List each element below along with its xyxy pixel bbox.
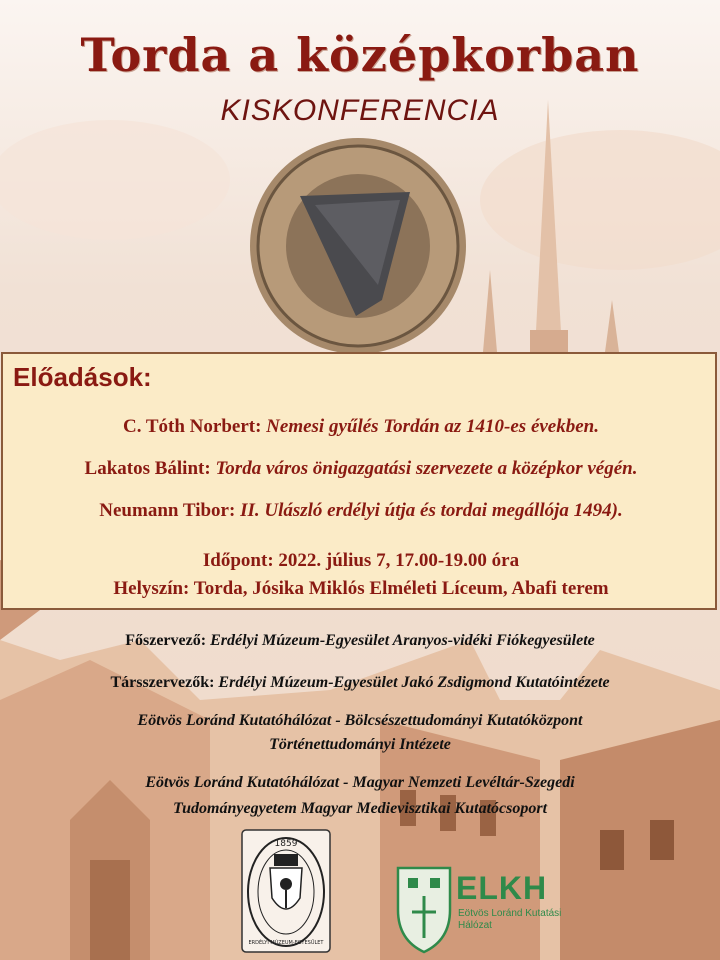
spire-right [605,300,619,352]
lecture-title: II. Ulászló erdélyi útja és tordai megállója 1494). [240,500,623,521]
lecture-title: Torda város önigazgatási szervezete a középkor végén. [215,458,638,479]
lecture-item [3,500,719,522]
co-organizers-label: Társszervezők: [110,674,215,691]
partner-2-line-1: Eötvös Loránd Kutatóhálózat - Magyar Nemzeti Levéltár-Szegedi [145,774,575,791]
eme-ring-text: ERDÉLYI MÚZEUM-EGYESÜLET [248,940,324,946]
page-subtitle: KISKONFERENCIA [220,94,500,127]
elkh-logo [394,862,574,954]
lecture-speaker: Neumann Tibor: [99,500,236,521]
lecture-speaker: Lakatos Bálint: [84,458,211,479]
elkh-subtitle: Eötvös Loránd Kutatási Hálózat [458,908,562,931]
main-organizer-label: Főszervező: [125,632,207,649]
eme-year: 1859 [274,839,298,849]
eme-logo [240,828,332,954]
event-time: Időpont: 2022. július 7, 17.00-19.00 óra [202,550,520,571]
old-town-street-image [0,560,720,960]
co-organizers-name: Erdélyi Múzeum-Egyesület Jakó Zsdigmond Kutatóintézete [218,674,610,691]
event-venue: Helyszín: Torda, Jósika Miklós Elméleti Líceum, Abafi terem [113,578,609,599]
page-title: Torda a középkorban [80,28,640,82]
lecture-item [3,458,719,480]
lecture-item [3,416,719,438]
lectures-heading: Előadások: [13,362,152,392]
spire-left [483,270,497,352]
partner-1-line-1: Eötvös Loránd Kutatóhálózat - Bölcsészettudományi Kutatóközpont [137,712,583,729]
lecture-title: Nemesi gyűlés Tordán az 1410-es években. [266,416,599,437]
main-organizer [0,632,720,650]
co-organizers [0,674,720,692]
main-organizer-name: Erdélyi Múzeum-Egyesület Aranyos-vidéki Fiókegyesülete [210,632,595,649]
partner-2-line-2: Tudományegyetem Magyar Medievisztikai Kutatócsoport [172,800,548,817]
partner-1-line-2: Történettudományi Intézete [269,736,451,753]
lecture-speaker: C. Tóth Norbert: [122,416,262,437]
elkh-wordmark: ELKH [456,870,548,906]
medieval-seal-image [250,138,466,354]
lectures-panel [1,352,717,610]
